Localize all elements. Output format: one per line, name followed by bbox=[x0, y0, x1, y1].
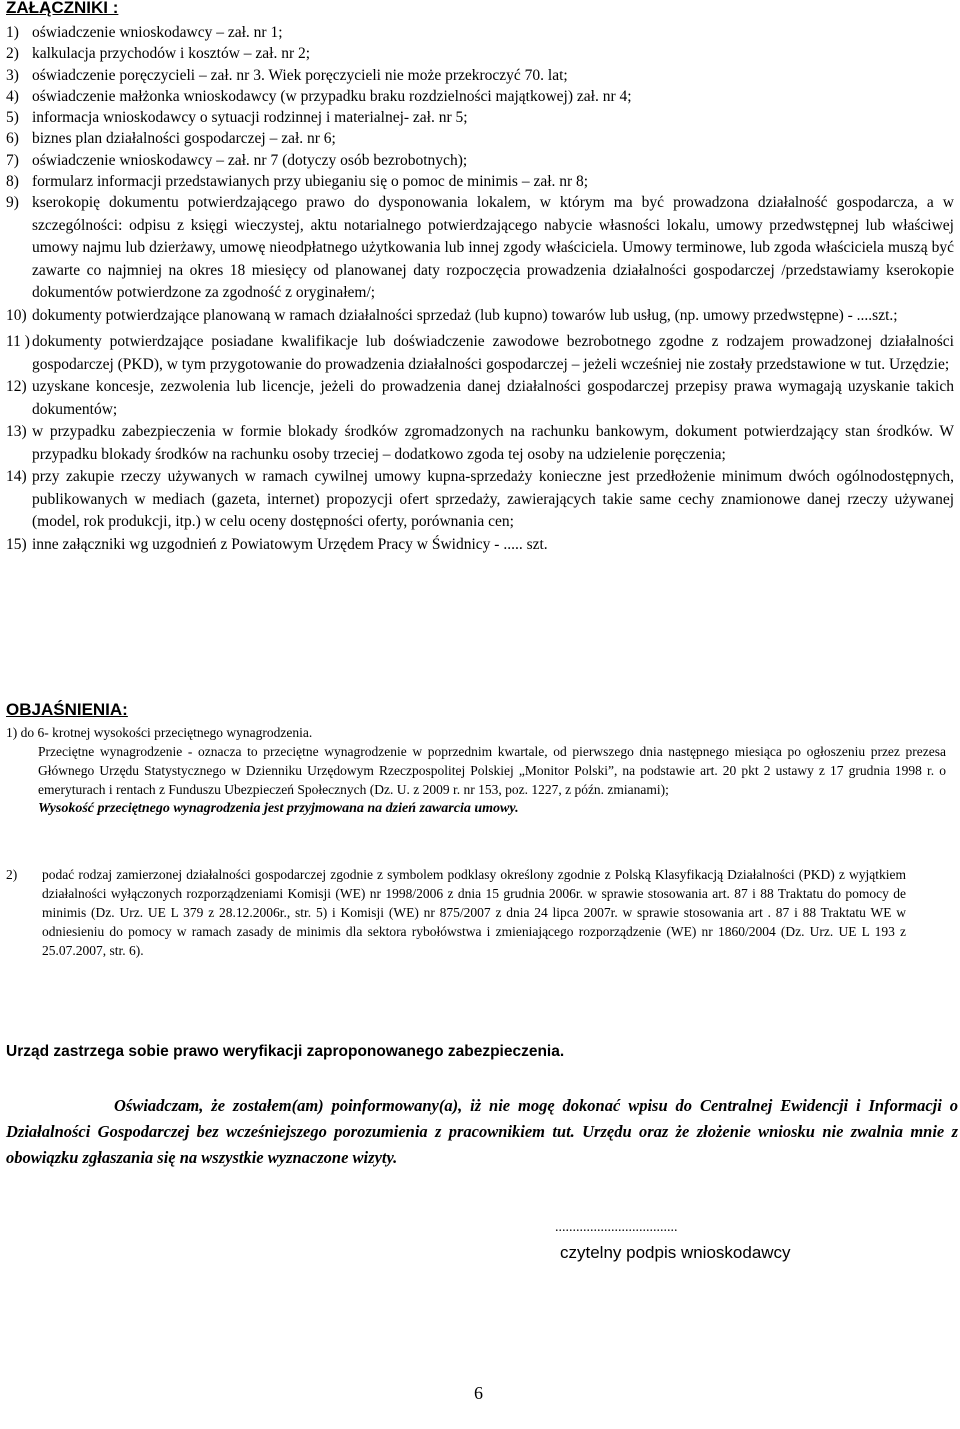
item-number: 6) bbox=[6, 130, 19, 148]
item-text: w przypadku zabezpieczenia w formie blokady środków zgromadzonych na rachunku bankowym, dokument potwierdzający stan środków. W przypadku blokady środków na rachunku osoby trzeciej – dodatkowo zgoda tej osoby na udzielenie poręczenia; bbox=[32, 423, 954, 463]
note-1-body: Przeciętne wynagrodzenie - oznacza to przeciętne wynagrodzenie w poprzednim kwartale, od pierwszego dnia następnego miesiąca po ogłoszeniu przez prezesa Głównego Urzędu Statystycznego w Dzienniku Urzędowym Rzeczpospolitej Polskiej „Monitor Polski”, na podstawie art. 20 pkt 2 ustawy z 17 grudnia 1998 r. o emeryturach i rentach z Funduszu Ubezpieczeń Społecznych (Dz. U. z 2009 r. nr 153, poz. 1227, z późn. zmianami); bbox=[38, 744, 946, 797]
item-text: oświadczenie wnioskodawcy – zał. nr 7 (dotyczy osób bezrobotnych); bbox=[32, 151, 468, 169]
list-item bbox=[6, 534, 954, 557]
item-number: 9) bbox=[6, 194, 19, 212]
item-number: 13) bbox=[6, 423, 27, 441]
list-item bbox=[6, 43, 954, 64]
item-number: 3) bbox=[6, 66, 19, 84]
list-item bbox=[6, 331, 954, 376]
item-text: oświadczenie małżonka wnioskodawcy (w przypadku braku rozdzielności majątkowej) zał. nr 4; bbox=[32, 87, 632, 105]
signature-label: czytelny podpis wnioskodawcy bbox=[560, 1243, 791, 1262]
declaration-text: Oświadczam, że zostałem(am) poinformowany(a), iż nie mogę dokonać wpisu do Centralnej Ewidencji i Informacji o Działalności Gospodarczej bez wcześniejszego porozumienia z pracownikiem tut. Urzędu oraz że złożenie wniosku nie zwalnia mnie z obowiązku zgłaszania się na wszystkie wyznaczone wizyty. bbox=[6, 1096, 958, 1167]
list-item bbox=[6, 192, 954, 305]
item-text: przy zakupie rzeczy używanych w ramach cywilnej umowy kupna-sprzedaży konieczne jest przedłożenie minimum dwóch ogólnodostępnych, publikowanych w mediach (gazeta, internet) propozycji ofert sprzedaży, zawierających takie same cechy znamionowe danej rzeczy używanej (model, rok produkcji, itp.) w celu oceny dostępności oferty, porównania cen; bbox=[32, 468, 954, 531]
note-1-heading: 1) do 6- krotnej wysokości przeciętnego wynagrodzenia. bbox=[6, 725, 313, 740]
item-number: 11 ) bbox=[6, 333, 30, 351]
explanation-note-2 bbox=[6, 865, 906, 960]
item-text: oświadczenie wnioskodawcy – zał. nr 1; bbox=[32, 24, 283, 41]
list-item bbox=[6, 22, 954, 43]
item-text: dokumenty potwierdzające planowaną w ramach działalności sprzedaż (lub kupno) towarów lub usług, (np. umowy przedwstępne) - ....szt.; bbox=[32, 306, 898, 324]
signature-line: ................................... bbox=[555, 1220, 678, 1235]
item-number: 4) bbox=[6, 87, 19, 105]
list-item bbox=[6, 466, 954, 534]
page-number: 6 bbox=[474, 1383, 483, 1403]
item-text: dokumenty potwierdzające posiadane kwalifikacje lub doświadczenie zawodowe bezrobotnego zgodne z rodzajem prowadzonej działalności gospodarczej (PKD), w tym przygotowanie do prowadzenia działalności gospodarczej – jeżeli wcześniej nie zostały przedstawione w tut. Urzędzie; bbox=[32, 333, 954, 373]
verification-notice: Urząd zastrzega sobie prawo weryfikacji zaproponowanego zabezpieczenia. bbox=[6, 1043, 565, 1060]
note-1-emphasis: Wysokość przeciętnego wynagrodzenia jest przyjmowana na dzień zawarcia umowy. bbox=[38, 801, 519, 816]
list-item bbox=[6, 421, 954, 466]
note-2-body: podać rodzaj zamierzonej działalności gospodarczej zgodnie z symbolem podklasy określony zgodnie z Polską Klasyfikacją Działalności (PKD) z wyjątkiem działalności wyłączonych rozporządzeniami Komisji (WE) nr 1998/2006 z dnia 15 grudnia 2006r. w sprawie stosowania art. 87 i 88 Traktatu do pomocy de minimis (Dz. Urz. UE L 379 z 28.12.2006r., str. 5) i Komisji (WE) nr 875/2007 z dnia 24 lipca 2007r. w sprawie stosowania art . 87 i 88 Traktatu WE w odniesieniu do pomocy w ramach zasady de minimis dla sektora rybołówstwa i zmieniającego rozporządzenie (WE) nr 1860/2004 (Dz. Urz. UE L 193 z 25.07.2007, str. 6). bbox=[42, 867, 906, 958]
item-number: 5) bbox=[6, 109, 19, 127]
item-text: kalkulacja przychodów i kosztów – zał. nr 2; bbox=[32, 45, 311, 63]
item-number: 15) bbox=[6, 535, 27, 553]
item-text: oświadczenie poręczycieli – zał. nr 3. Wiek poręczycieli nie może przekroczyć 70. lat; bbox=[32, 66, 568, 84]
item-number: 10) bbox=[6, 306, 27, 324]
item-text: inne załączniki wg uzgodnień z Powiatowym Urzędem Pracy w Świdnicy - ..... szt. bbox=[32, 535, 548, 553]
note-2-number: 2) bbox=[6, 867, 18, 882]
list-item bbox=[6, 107, 954, 128]
attachments-title: ZAŁĄCZNIKI : bbox=[6, 0, 119, 17]
item-text: uzyskane koncesje, zezwolenia lub licencje, jeżeli do prowadzenia danej działalności gospodarczej przepisy prawa wymagają uzyskanie takich dokumentów; bbox=[32, 378, 954, 418]
item-text: kserokopię dokumentu potwierdzającego prawo do dysponowania lokalem, w którym ma być prowadzona działalność gospodarcza, a w szczególności: odpisu z księgi wieczystej, aktu notarialnego potwierdzającego nabycie własności lokalu, umowy przedwstępnej lub właściwej umowy najmu lub dzierżawy, umowę nieodpłatnego użytkowania lub innej zgody właściciela. Umowy terminowe, lub zgoda właściciela muszą być zawarte co najmniej na okres 18 miesięcy od planowanej daty rozpoczęcia prowadzenia działalności gospodarczej /przedstawiamy kserokopie dokumentów potwierdzone za zgodność z oryginałem/; bbox=[32, 194, 954, 302]
attachments-list bbox=[6, 22, 954, 556]
item-number: 7) bbox=[6, 151, 19, 169]
explanation-note-1 bbox=[6, 723, 946, 818]
item-text: informacja wnioskodawcy o sytuacji rodzinnej i materialnej- zał. nr 5; bbox=[32, 109, 468, 127]
list-item bbox=[6, 376, 954, 421]
explanations-title: OBJAŚNIENIA: bbox=[6, 700, 128, 719]
item-number: 8) bbox=[6, 173, 19, 191]
item-text: biznes plan działalności gospodarczej – zał. nr 6; bbox=[32, 130, 336, 148]
item-text: formularz informacji przedstawianych przy ubieganiu się o pomoc de minimis – zał. nr 8; bbox=[32, 173, 589, 191]
list-item bbox=[6, 65, 954, 86]
item-number: 2) bbox=[6, 45, 19, 63]
item-number: 14) bbox=[6, 468, 27, 486]
item-number: 12) bbox=[6, 378, 27, 396]
list-item bbox=[6, 128, 954, 149]
list-item bbox=[6, 305, 954, 328]
list-item bbox=[6, 171, 954, 192]
list-item bbox=[6, 86, 954, 107]
item-number: 1) bbox=[6, 24, 19, 41]
list-item bbox=[6, 150, 954, 171]
